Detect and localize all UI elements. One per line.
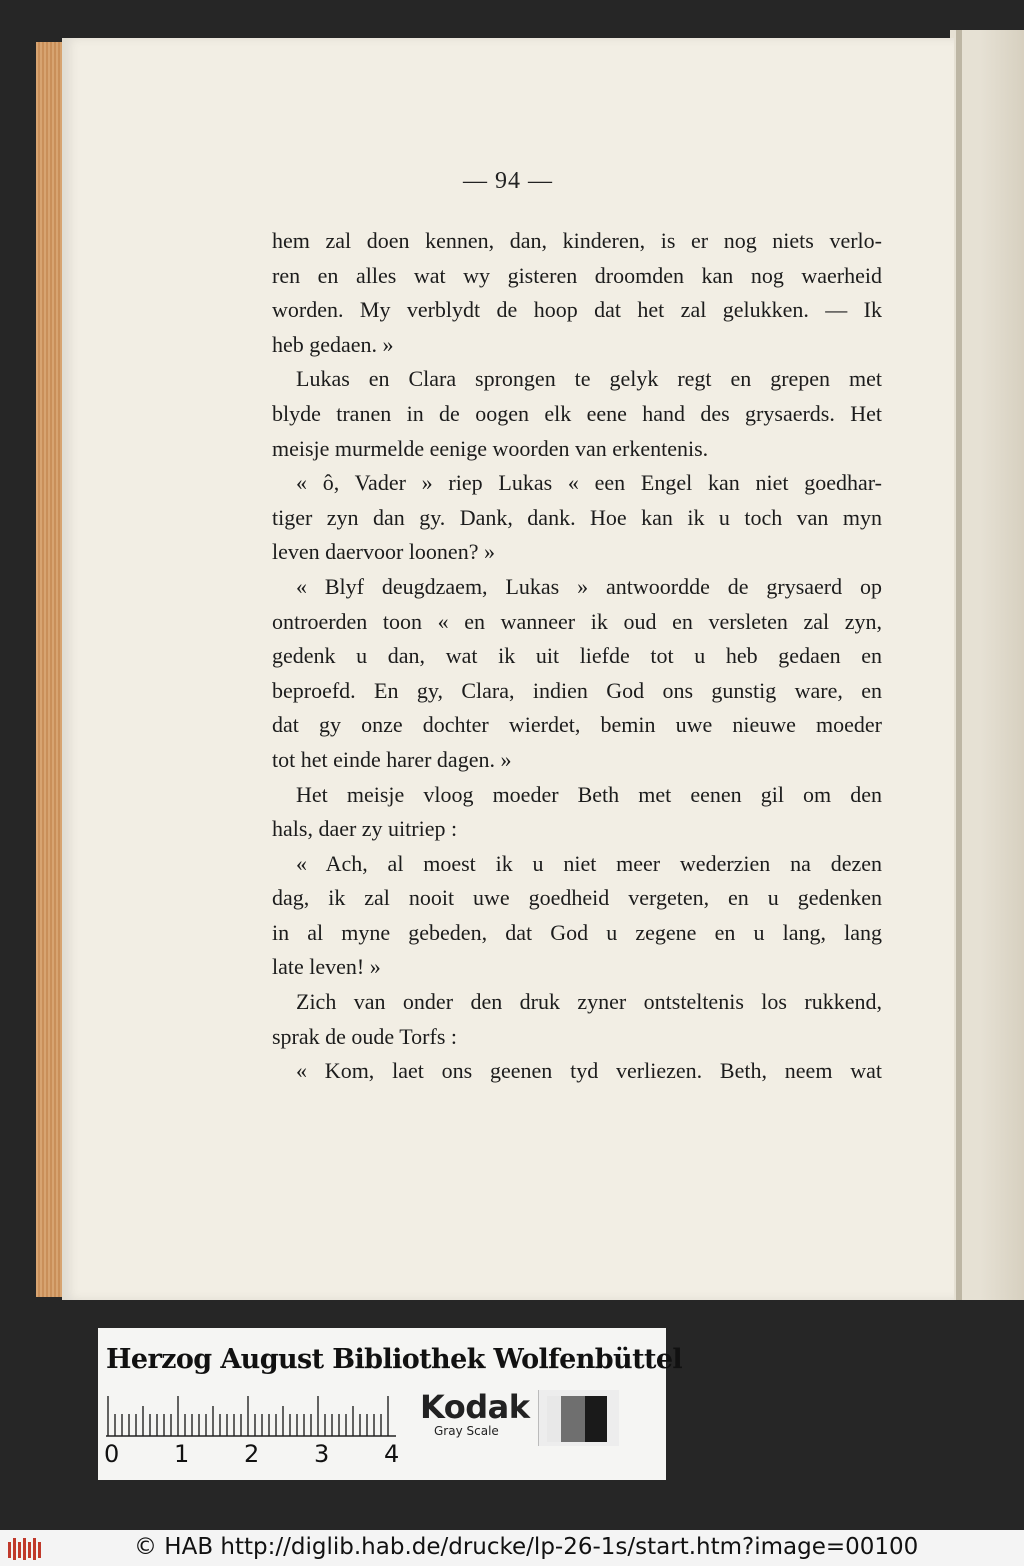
logo-bar	[33, 1538, 36, 1560]
text-line: heb gedaen. »	[272, 331, 394, 357]
text-line: tot het einde harer dagen. »	[272, 746, 512, 772]
reference-card	[98, 1328, 683, 1480]
page-number: — 94 —	[463, 168, 553, 194]
logo-bar	[13, 1538, 16, 1560]
text-line: dat gy onze dochter wierdet, bemin uwe nieuwe moeder	[272, 712, 882, 738]
body-text	[272, 224, 882, 1089]
text-line: « Ach, al moest ik u niet meer wederzien na dezen	[296, 850, 882, 876]
text-line: worden. My verblydt de hoop dat het zal gelukken. — Ik	[272, 297, 882, 323]
text-line: gedenk u dan, wat ik uit liefde tot u heb gedaen en	[272, 643, 882, 669]
gray-scale-label: Gray Scale	[434, 1424, 499, 1438]
kodak-logo: Kodak	[420, 1388, 530, 1426]
logo-bar	[23, 1538, 26, 1560]
text-line: « Kom, laet ons geenen tyd verliezen. Beth, neem wat	[296, 1058, 882, 1084]
book-page	[62, 38, 954, 1300]
hab-logo-icon	[6, 1534, 46, 1562]
text-line: meisje murmelde eenige woorden van erkentenis.	[272, 435, 709, 461]
text-line: tiger zyn dan gy. Dank, dank. Hoe kan ik u toch van myn	[272, 504, 882, 530]
text-line: hem zal doen kennen, dan, kinderen, is er nog niets verlo-	[272, 228, 882, 253]
text-line: blyde tranen in de oogen elk eene hand des grysaerds. Het	[272, 400, 882, 426]
gray-swatch	[585, 1396, 607, 1442]
text-line: hals, daer zy uitriep :	[272, 816, 458, 842]
text-line: ontroerden toon « en wanneer ik oud en versleten zal zyn,	[272, 608, 882, 634]
logo-bar	[8, 1542, 11, 1558]
text-line: in al myne gebeden, dat God u zegene en u lang, lang	[272, 919, 882, 945]
logo-bar	[28, 1542, 31, 1558]
text-line: « ô, Vader » riep Lukas « een Engel kan niet goedhar-	[296, 470, 882, 496]
ruler-number: 2	[244, 1440, 260, 1468]
footer-copyright-link[interactable]: © HAB http://diglib.hab.de/drucke/lp-26-1s/start.htm?image=00100	[134, 1534, 919, 1560]
facing-page-edge	[950, 30, 1024, 1300]
text-line: dag, ik zal nooit uwe goedheid vergeten, en u gedenken	[272, 885, 882, 911]
text-line: Zich van onder den druk zyner ontsteltenis los rukkend,	[296, 989, 882, 1015]
text-line: « Blyf deugdzaem, Lukas » antwoordde de grysaerd op	[296, 573, 882, 599]
footer-bar	[0, 1530, 1024, 1566]
library-title: Herzog August Bibliothek Wolfenbüttel	[106, 1344, 683, 1375]
text-line: ren en alles wat wy gisteren droomden kan nog waerheid	[272, 262, 882, 288]
text-line: Lukas en Clara sprongen te gelyk regt en grepen met	[296, 366, 882, 392]
ruler-scale	[106, 1394, 396, 1440]
ruler-number: 1	[174, 1440, 190, 1468]
text-line: late leven! »	[272, 954, 381, 980]
text-line: leven daervoor loonen? »	[272, 539, 495, 565]
text-line: beproefd. En gy, Clara, indien God ons gunstig ware, en	[272, 677, 882, 703]
text-line: sprak de oude Torfs :	[272, 1023, 458, 1049]
ruler-number: 0	[104, 1440, 120, 1468]
text-line: Het meisje vloog moeder Beth met eenen gil om den	[296, 781, 882, 807]
gray-swatch	[561, 1396, 585, 1442]
ruler-number: 4	[384, 1440, 400, 1468]
logo-bar	[18, 1542, 21, 1558]
logo-bar	[38, 1542, 41, 1558]
ruler-number: 3	[314, 1440, 330, 1468]
page-fold	[956, 30, 962, 1300]
facing-page-shade	[980, 30, 1024, 1300]
gray-swatches	[538, 1390, 619, 1446]
